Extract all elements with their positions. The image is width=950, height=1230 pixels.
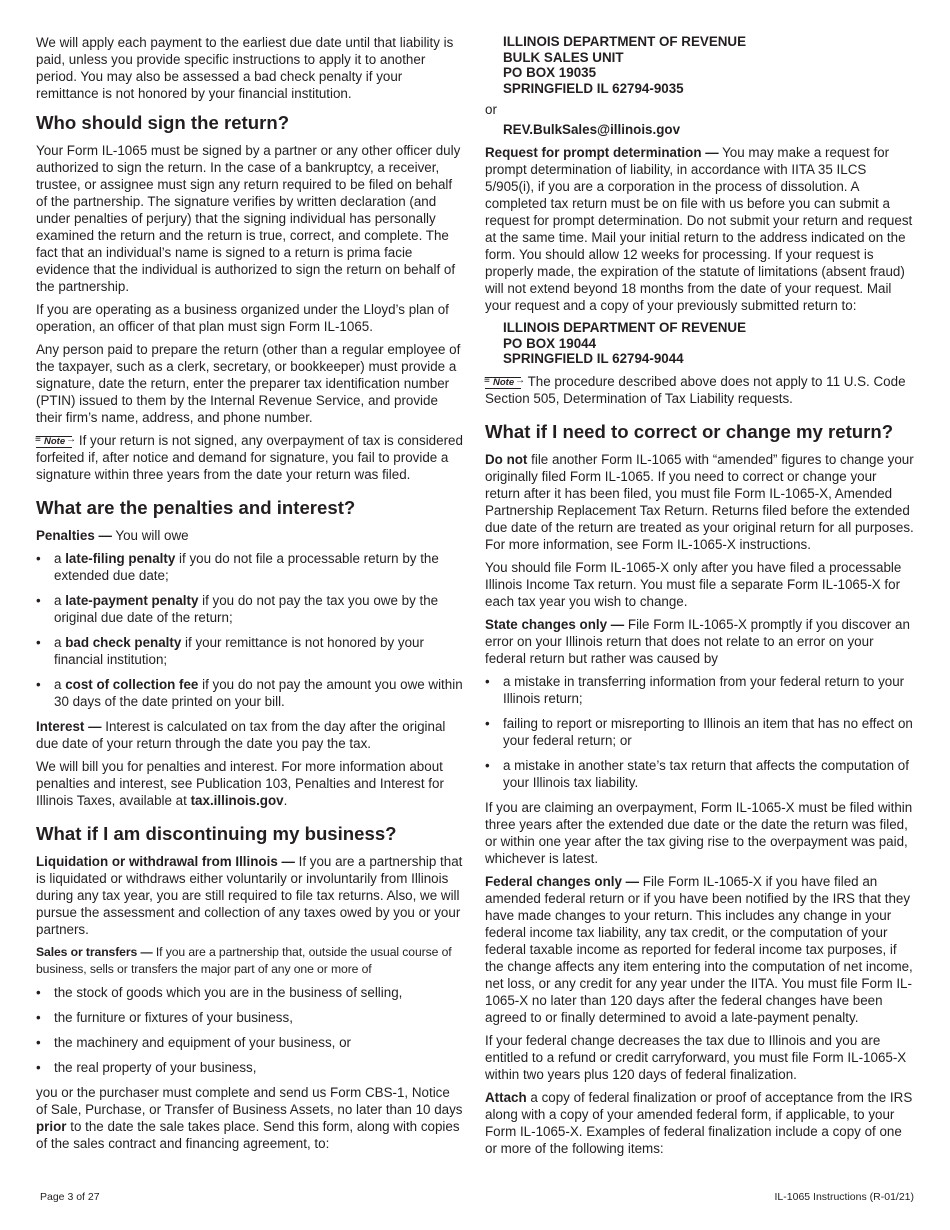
list-item: • a mistake in transferring information from your federal return to your Illinois return;	[485, 673, 915, 707]
overpayment-paragraph: If you are claiming an overpayment, Form IL-1065-X must be filed within three years after the extended due date or the date the return was filed, or within one year after the tax giving rise to the overpayment was paid, whichever is latest.	[485, 799, 913, 866]
attach-text: a copy of federal finalization or proof of acceptance from the IRS along with a copy of your amended federal form, if applicable, to your Form IL-1065-X. Examples of federal finalization include a copy of one or more of the following items:	[485, 1089, 913, 1156]
list-item: • a late-filing penalty if you do not file a processable return by the extended due date;	[36, 550, 464, 584]
sign-note	[36, 432, 464, 483]
state-changes-list	[485, 673, 915, 791]
heading-penalties-interest: What are the penalties and interest?	[36, 497, 356, 518]
or-text: or	[485, 102, 497, 117]
sales-list	[36, 984, 464, 1076]
list-item: • a mistake in another state’s tax return that affects the computation of your Illinois tax liability.	[485, 757, 915, 791]
state-changes-label: State changes only —	[485, 616, 625, 632]
list-item: • the furniture or fixtures of your business,	[36, 1009, 464, 1026]
state-changes-paragraph	[485, 616, 915, 667]
penalties-list	[36, 550, 464, 710]
state-changes-text: File Form IL-1065-X promptly if you discover an error on your Illinois return that does not relate to an error on your federal return but rather was caused by	[485, 616, 910, 666]
sales-label: Sales or transfers —	[36, 945, 153, 959]
form-identifier: IL-1065 Instructions (R-01/21)	[774, 1191, 914, 1203]
penalties-intro-text: You will owe	[115, 528, 189, 543]
do-not-paragraph	[485, 451, 915, 553]
list-item: • the stock of goods which you are in the business of selling,	[36, 984, 464, 1001]
sales-text: If you are a partnership that, outside the usual course of business, sells or transfers the major part of any one or more of	[36, 945, 452, 976]
prompt-determination-label: Request for prompt determination —	[485, 145, 719, 160]
liquidation-text: If you are a partnership that is liquidated or withdraws either voluntarily or involuntarily from Illinois during any tax year, you are still required to file tax returns. Also, we will pursue the assessment and collection of any taxes owed by you or your partners.	[36, 854, 463, 937]
liquidation-label: Liquidation or withdrawal from Illinois —	[36, 854, 295, 869]
do-not-label: Do not	[485, 451, 528, 467]
sign-paragraph-3: Any person paid to prepare the return (other than a regular employee of the taxpayer, such as a clerk, secretary, or bookkeeper) must provide a signature, date the return, enter the preparer tax identification number (PTIN) issued to them by the Internal Revenue Service, and provide their firm’s name, address, and phone number.	[36, 342, 461, 425]
federal-changes-paragraph	[485, 873, 915, 1026]
federal-changes-text: File Form IL-1065-X if you have filed an amended federal return or if you have been notified by the IRS that they have made changes to your return. This includes any change in your federal income tax liability, any tax credit, or the computation of your federal taxable income as reported for federal income tax purposes, if the change affects any item entering into the computation of net income, net loss, or any credit for any year under the IITA. You must file Form IL-1065-X no later than 120 days after the federal changes have been agreed to or finally determined to avoid a late-payment penalty.	[485, 873, 913, 1025]
sign-paragraph-1: Your Form IL-1065 must be signed by a partner or any other officer duly authorized to sign the return. In the case of a bankruptcy, a receiver, trustee, or assignee must sign any return required to be filed on behalf of the partnership. The signature verifies by written declaration (and under penalties of perjury) that the signing individual has personally examined the return and the return is true, correct, and complete. The fact that an individual’s name is signed to a return is prima facie evidence that the individual is authorized to sign the return on behalf of the partnership.	[36, 143, 461, 294]
penalties-label: Penalties —	[36, 528, 112, 543]
interest-text: Interest is calculated on tax from the day after the original due date of your return through the date you pay the tax.	[36, 719, 446, 751]
list-item: • the machinery and equipment of your business, or	[36, 1034, 464, 1051]
prompt-determination-address: ILLINOIS DEPARTMENT OF REVENUE PO BOX 19044 SPRINGFIELD IL 62794-9044	[503, 320, 747, 366]
attach-paragraph	[485, 1089, 915, 1157]
heading-discontinuing: What if I am discontinuing my business?	[36, 823, 397, 844]
penalties-intro	[36, 527, 464, 544]
note-icon: ≡ Note →	[36, 436, 72, 448]
cbs-paragraph: you or the purchaser must complete and send us Form CBS-1, Notice of Sale, Purchase, or Transfer of Business Assets, no later than 10 days prior to the date the sale takes place. Send this form, along with copies of the sales contract and financing agreement, to:	[36, 1085, 463, 1151]
decrease-paragraph: If your federal change decreases the tax due to Illinois and you are entitled to a refund or credit carryforward, you must file Form IL-1065-X within two years plus 120 days of federal finalization.	[485, 1032, 907, 1082]
list-item: • a bad check penalty if your remittance is not honored by your financial institution;	[36, 634, 464, 668]
interest-label: Interest —	[36, 719, 102, 734]
list-item: • failing to report or misreporting to Illinois an item that has no effect on your federal return; or	[485, 715, 915, 749]
sign-paragraph-2: If you are operating as a business organized under the Lloyd’s plan of operation, an officer of that plan must sign Form IL-1065.	[36, 302, 449, 334]
interest-paragraph	[36, 718, 464, 752]
prompt-note-text: The procedure described above does not apply to 11 U.S. Code Section 505, Determination of Tax Liability requests.	[485, 373, 906, 406]
liquidation-paragraph	[36, 853, 464, 938]
payment-paragraph: We will apply each payment to the earliest due date until that liability is paid, unless you provide specific instructions to apply it to another period. You may also be assessed a bad check penalty if your remittance is not honored by your financial institution.	[36, 35, 454, 101]
note-icon: ≡ Note →	[485, 377, 521, 389]
bulk-sales-address: ILLINOIS DEPARTMENT OF REVENUE BULK SALES UNIT PO BOX 19035 SPRINGFIELD IL 62794-9035	[503, 34, 747, 96]
file-x-paragraph: You should file Form IL-1065-X only after you have filed a processable Illinois Income Tax return. You must file a separate Form IL-1065-X for each tax year you wish to change.	[485, 559, 902, 609]
attach-label: Attach	[485, 1089, 527, 1105]
bill-paragraph: We will bill you for penalties and interest. For more information about penalties and interest, see Publication 103, Penalties and Interest for Illinois Taxes, available at tax.illinois.gov.	[36, 759, 444, 808]
heading-correct-change: What if I need to correct or change my return?	[485, 420, 894, 442]
prompt-determination-paragraph	[485, 144, 915, 314]
tax-website-link[interactable]: tax.illinois.gov	[190, 793, 284, 808]
heading-who-should-sign: Who should sign the return?	[36, 112, 290, 133]
list-item: • a cost of collection fee if you do not pay the amount you owe within 30 days of the date printed on your bill.	[36, 676, 464, 710]
do-not-text: file another Form IL-1065 with “amended” figures to change your originally filed Form IL-1065. If you need to correct or change your return after it has been filed, you must file Form IL-1065-X, Amended Partnership Replacement Tax Return. Returns filed before the extended due date of the return are treated as your original return for all purposes. For more information, see Form IL-1065-X instructions.	[485, 451, 914, 552]
list-item: • a late-payment penalty if you do not pay the tax you owe by the original due date of the return;	[36, 592, 464, 626]
left-column	[36, 34, 464, 1158]
sign-note-text: If your return is not signed, any overpayment of tax is considered forfeited if, after notice and demand for signature, you fail to provide a signature within three years from the date your return was filed.	[36, 433, 463, 482]
page-number: Page 3 of 27	[40, 1191, 100, 1203]
list-item: • the real property of your business,	[36, 1059, 464, 1076]
bulk-sales-email-link[interactable]: REV.BulkSales@illinois.gov	[503, 122, 681, 137]
federal-changes-label: Federal changes only —	[485, 873, 640, 889]
prompt-note	[485, 373, 915, 407]
sales-paragraph	[36, 944, 464, 978]
prompt-determination-text: You may make a request for prompt determination of liability, in accordance with IITA 35 ILCS 5/905(i), if you are a corporation in the process of dissolution. A completed tax return must be on file with us before you can submit a request for prompt determination. Do not submit your return and request at the same time. Mail your initial return to the address indicated on the form. You should allow 12 weeks for processing. If your request is properly made, the expiration of the statute of limitations (absent fraud) will not extend beyond 18 months from the date of your request. Mail your request and a copy of your previously submitted return to:	[485, 145, 913, 313]
right-column	[485, 34, 915, 1163]
